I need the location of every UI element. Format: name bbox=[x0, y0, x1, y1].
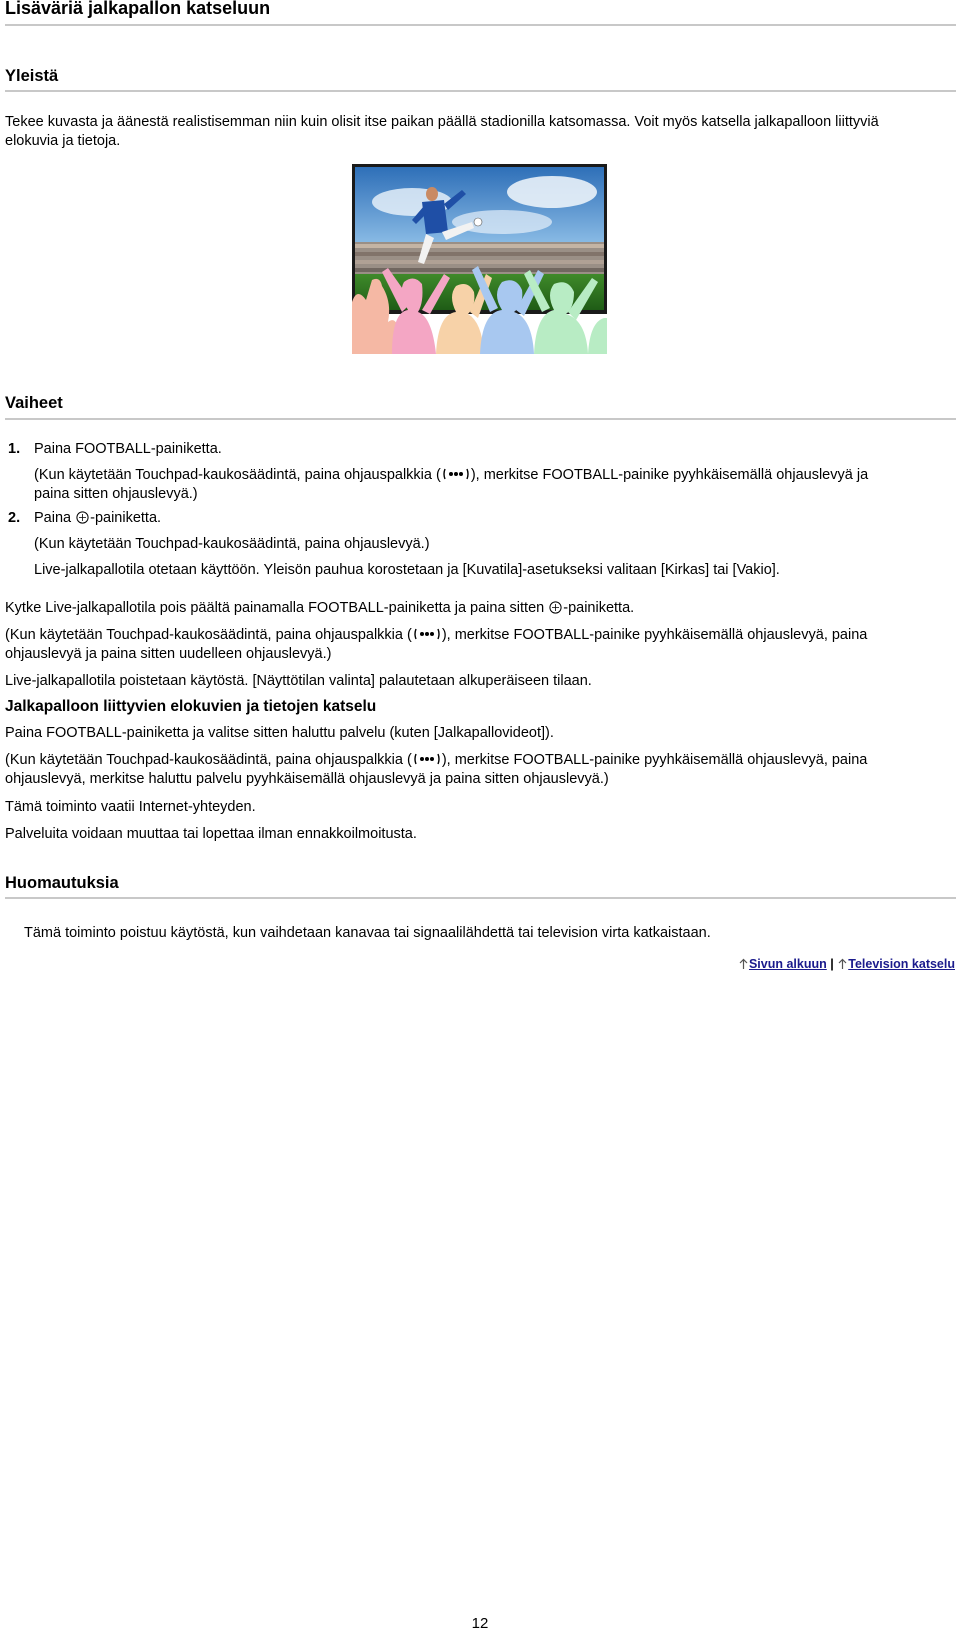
overview-text-line-1: Tekee kuvasta ja äänestä realistisemman niin kuin olisit itse paikan päällä stadionilla katsomassa. Voit myös katsella jalkapalloon liittyviä bbox=[5, 114, 879, 130]
control-bar-dots-icon bbox=[413, 627, 441, 641]
turn-off-note-line-1 bbox=[5, 626, 955, 645]
services-disclaimer: Palveluita voidaan muuttaa tai lopettaa ilman ennakkoilmoitusta. bbox=[5, 826, 417, 842]
movies-text: Paina FOOTBALL-painiketta ja valitse sitten haluttu palvelu (kuten [Jalkapallovideot]). bbox=[5, 725, 554, 741]
football-illustration bbox=[352, 162, 607, 354]
football-tv-image bbox=[352, 162, 607, 354]
section-heading-steps: Vaiheet bbox=[5, 394, 63, 412]
link-page-top[interactable]: Sivun alkuun bbox=[748, 957, 827, 971]
section-heading-overview: Yleistä bbox=[5, 67, 59, 85]
arrow-up-icon bbox=[837, 958, 848, 970]
title-divider bbox=[5, 24, 956, 26]
turn-off-note-part-a: (Kun käytetään Touchpad-kaukosäädintä, paina ohjauspalkkia ( bbox=[5, 627, 412, 643]
arrow-up-icon bbox=[738, 958, 749, 970]
step-1-text: Paina FOOTBALL-painiketta. bbox=[34, 441, 222, 457]
link-separator: | bbox=[830, 957, 834, 971]
internet-requirement: Tämä toiminto vaatii Internet-yhteyden. bbox=[5, 799, 256, 815]
subsection-heading-movies: Jalkapalloon liittyvien elokuvien ja tietojen katselu bbox=[5, 698, 377, 715]
movies-note-part-b: ), merkitse FOOTBALL-painike pyyhkäisemällä ohjauslevyä, paina bbox=[441, 752, 868, 768]
step-1-note-part-a: (Kun käytetään Touchpad-kaukosäädintä, paina ohjauspalkkia ( bbox=[34, 467, 441, 483]
step-1-note-line-1 bbox=[34, 466, 954, 485]
control-bar-dots-icon bbox=[413, 752, 441, 766]
section-divider-notes bbox=[5, 897, 956, 899]
step-2-number: 2. bbox=[8, 510, 21, 526]
step-2-note: (Kun käytetään Touchpad-kaukosäädintä, paina ohjauslevyä.) bbox=[34, 536, 430, 552]
section-heading-notes: Huomautuksia bbox=[5, 874, 119, 892]
footer-links bbox=[738, 956, 955, 972]
page-title: Lisäväriä jalkapallon katseluun bbox=[5, 0, 271, 18]
movies-note-line-1 bbox=[5, 751, 955, 770]
step-2-text-part-b: -painiketta. bbox=[90, 510, 162, 526]
section-divider-steps bbox=[5, 418, 956, 420]
turn-off-note-part-b: ), merkitse FOOTBALL-painike pyyhkäisemällä ohjauslevyä, paina bbox=[441, 627, 868, 643]
notes-text: Tämä toiminto poistuu käytöstä, kun vaihdetaan kanavaa tai signaalilähdettä tai television virta katkaistaan. bbox=[24, 925, 711, 941]
step-2-text-part-a: Paina bbox=[34, 510, 76, 526]
step-1-note-line-2: paina sitten ohjauslevyä.) bbox=[34, 486, 198, 502]
step-1-number: 1. bbox=[8, 441, 21, 457]
enter-circle-icon bbox=[549, 601, 562, 614]
turn-off-result: Live-jalkapallotila poistetaan käytöstä. [Näyttötilan valinta] palautetaan alkuperäiseen tilaan. bbox=[5, 673, 592, 689]
control-bar-dots-icon bbox=[442, 467, 470, 481]
movies-note-part-a: (Kun käytetään Touchpad-kaukosäädintä, paina ohjauspalkkia ( bbox=[5, 752, 412, 768]
turn-off-text-part-b: -painiketta. bbox=[563, 600, 635, 616]
link-tv-viewing[interactable]: Television katselu bbox=[848, 957, 955, 971]
overview-text-line-2: elokuvia ja tietoja. bbox=[5, 133, 121, 149]
enter-circle-icon bbox=[76, 511, 89, 524]
movies-note-line-2: ohjauslevyä, merkitse haluttu palvelu pyyhkäisemällä ohjauslevyä ja paina sitten ohjauslevyä.) bbox=[5, 771, 609, 787]
step-1-note-part-b: ), merkitse FOOTBALL-painike pyyhkäisemällä ohjauslevyä ja bbox=[470, 467, 869, 483]
page-number: 12 bbox=[471, 1615, 489, 1632]
step-2-result: Live-jalkapallotila otetaan käyttöön. Yleisön pauhua korostetaan ja [Kuvatila]-asetukseksi valitaan [Kirkas] tai [Vakio]. bbox=[34, 562, 780, 578]
turn-off-text bbox=[5, 599, 955, 618]
step-2-text bbox=[34, 509, 934, 528]
section-divider-overview bbox=[5, 90, 956, 92]
turn-off-note-line-2: ohjauslevyä ja paina sitten uudelleen ohjauslevyä.) bbox=[5, 646, 332, 662]
turn-off-text-part-a: Kytke Live-jalkapallotila pois päältä painamalla FOOTBALL-painiketta ja paina sitten bbox=[5, 600, 549, 616]
